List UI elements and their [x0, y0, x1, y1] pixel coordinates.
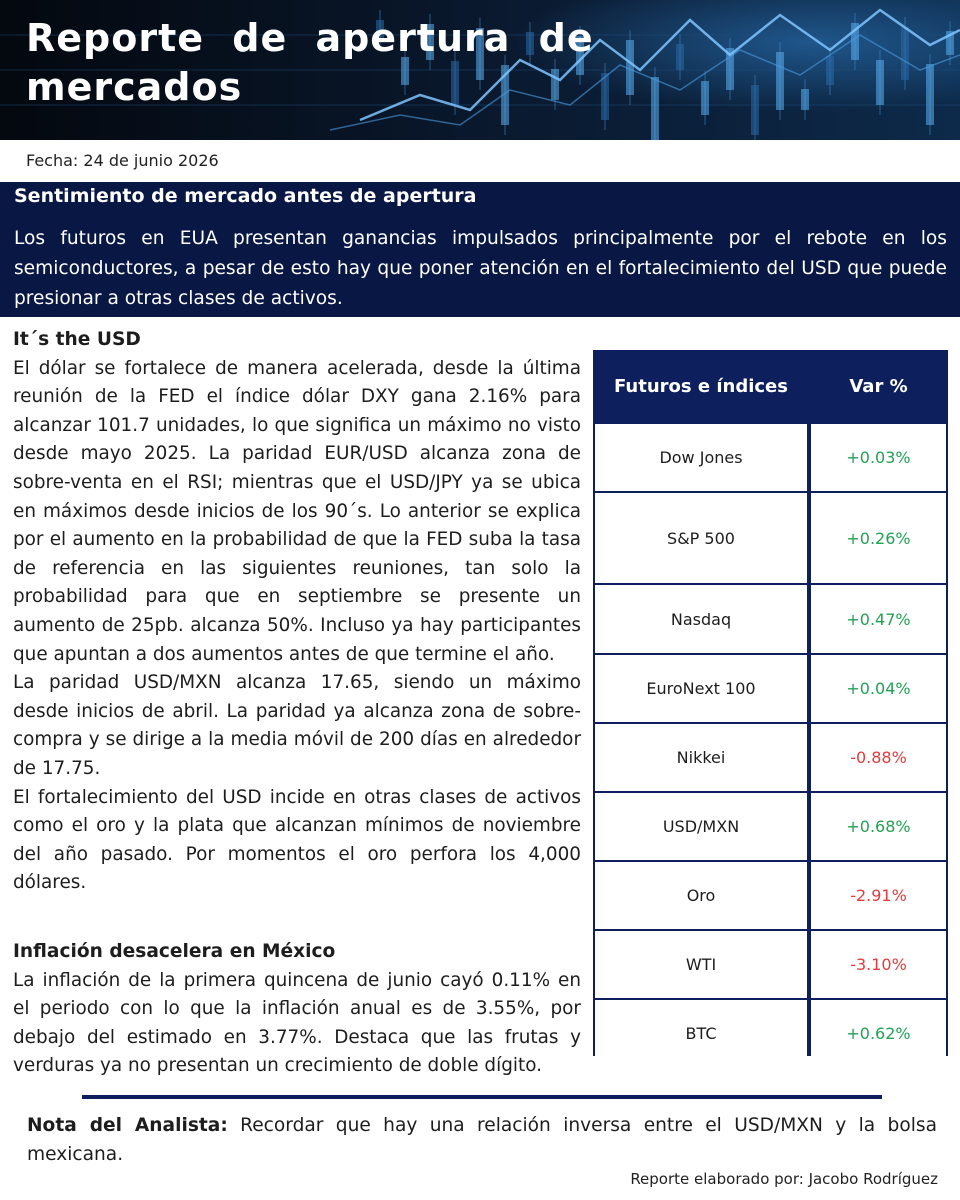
- table-row-name: Nasdaq: [595, 585, 807, 653]
- report-author: Reporte elaborado por: Jacobo Rodríguez: [630, 1170, 938, 1188]
- header-banner: [0, 0, 960, 140]
- inflation-section: [13, 938, 581, 1081]
- sentiment-section: [0, 182, 960, 317]
- table-header-var: Var %: [849, 375, 908, 397]
- analyst-note-text: Recordar que hay una relación inversa entre el USD/MXN y la bolsa mexicana.: [27, 1115, 937, 1165]
- inflation-heading: Inflación desacelera en México: [13, 941, 336, 962]
- table-row-name: BTC: [595, 1000, 807, 1067]
- usd-heading: It´s the USD: [13, 329, 141, 350]
- analyst-note-label: Nota del Analista:: [27, 1115, 228, 1136]
- inflation-paragraph: La inflación de la primera quincena de junio cayó 0.11% en el periodo con lo que la inflación anual es de 3.55%, por debajo del estimado en 3.77%. Destaca que las frutas y verduras ya no presentan un crecimiento de doble dígito.: [13, 969, 581, 1077]
- table-row-var: -3.10%: [811, 931, 946, 998]
- table-row-name: EuroNext 100: [595, 655, 807, 722]
- futures-table: [593, 350, 948, 1056]
- report-title: Reporte de apertura de mercados: [26, 16, 594, 110]
- usd-section: [13, 326, 581, 898]
- table-row-name: Oro: [595, 862, 807, 929]
- footer-divider: [82, 1095, 882, 1099]
- table-header-instrument: Futuros e índices: [614, 375, 788, 397]
- table-row-var: -0.88%: [811, 724, 946, 791]
- report-date: Fecha: 24 de junio 2026: [26, 151, 219, 170]
- usd-paragraph-gold: El fortalecimiento del USD incide en otras clases de activos como el oro y la plata que alcanzan mínimos de noviembre del año pasado. Por momentos el oro perfora los 4,000 dólares.: [13, 786, 581, 894]
- usd-paragraph-mxn: La paridad USD/MXN alcanza 17.65, siendo un máximo desde inicios de abril. La paridad ya alcanza zona de sobre-compra y se dirige a la media móvil de 200 días en alrededor de 17.75.: [13, 672, 581, 779]
- table-row-name: USD/MXN: [595, 793, 807, 860]
- table-row-var: +0.62%: [811, 1000, 946, 1067]
- table-row-name: Dow Jones: [595, 424, 807, 491]
- sentiment-heading: Sentimiento de mercado antes de apertura: [14, 185, 477, 207]
- table-row-name: WTI: [595, 931, 807, 998]
- sentiment-text: Los futuros en EUA presentan ganancias impulsados principalmente por el rebote en los semiconductores, a pesar de esto hay que poner atención en el fortalecimiento del USD que puede presionar a otras clases de activos.: [14, 228, 947, 309]
- table-row-name: S&P 500: [595, 493, 807, 583]
- table-row-var: +0.03%: [811, 424, 946, 491]
- table-row-var: -2.91%: [811, 862, 946, 929]
- table-row-var: +0.68%: [811, 793, 946, 860]
- table-header: [593, 350, 948, 422]
- analyst-note: [27, 1112, 937, 1170]
- table-row-name: Nikkei: [595, 724, 807, 791]
- table-row-var: +0.47%: [811, 585, 946, 653]
- usd-paragraph-dxy: El dólar se fortalece de manera acelerada, desde la última reunión de la FED el índice dólar DXY gana 2.16% para alcanzar 101.7 unidades, lo que significa un máximo no visto desde mayo 2025. La paridad EUR/USD alcanza zona de sobre-venta en el RSI; mientras que el USD/JPY ya se ubica en máximos desde inicios de los 90´s. Lo anterior se explica por el aumento en la probabilidad de que la FED suba la tasa de referencia en las siguientes reuniones, tan solo la probabilidad para que en septiembre se presente un aumento de 25pb. alcanza 50%. Incluso ya hay participantes que apuntan a dos aumentos antes de que termine el año.: [13, 357, 581, 665]
- table-row-var: +0.04%: [811, 655, 946, 722]
- table-row-var: +0.26%: [811, 493, 946, 583]
